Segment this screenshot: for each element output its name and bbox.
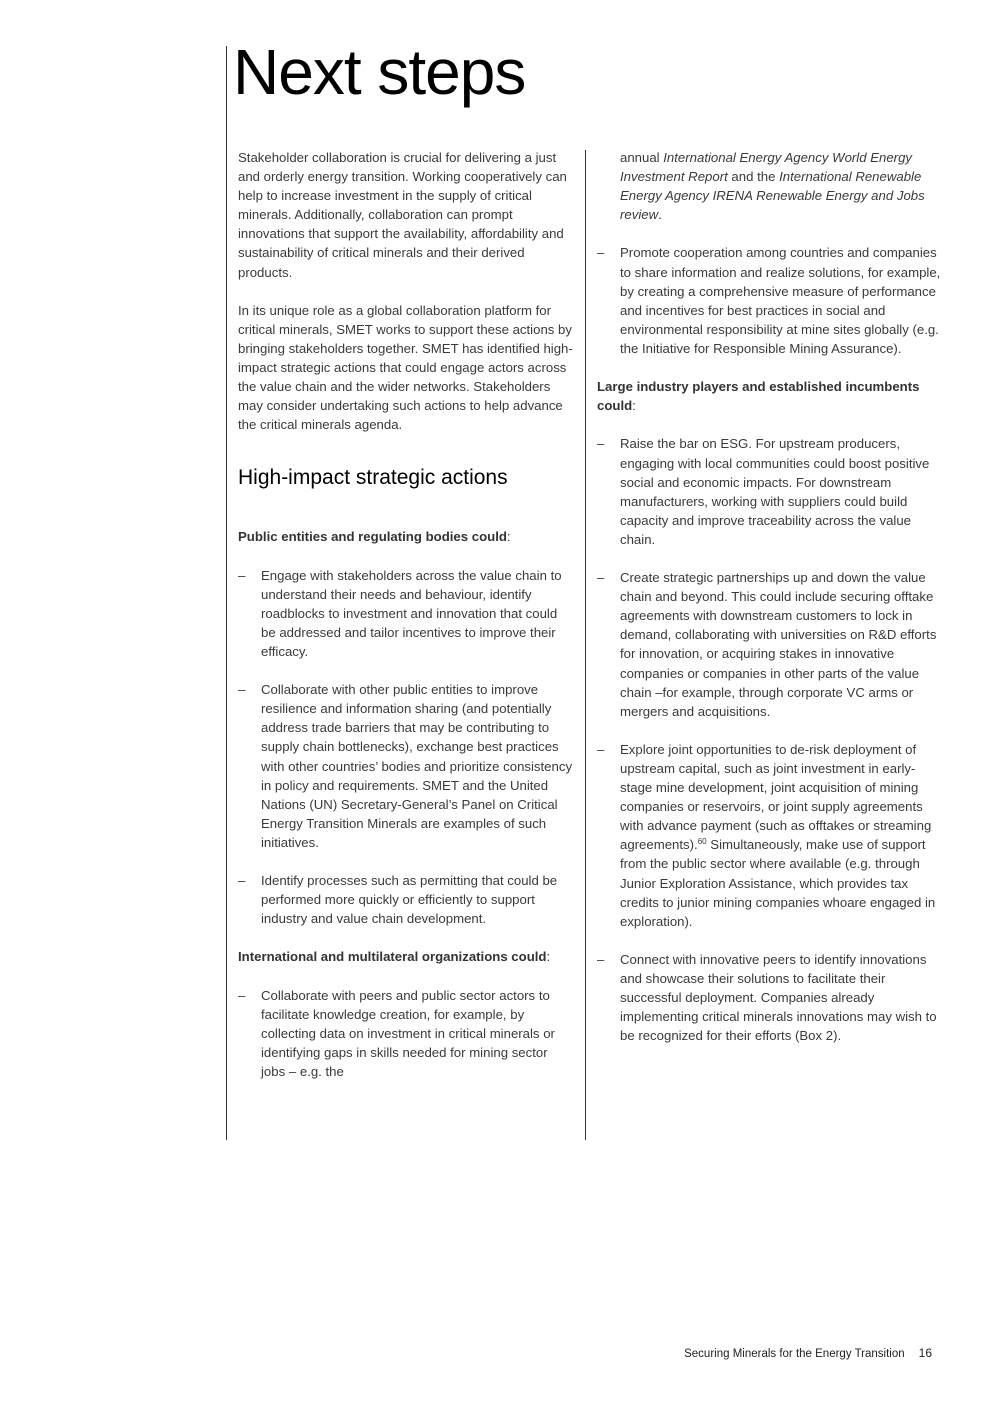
international-item-1-continued [597, 148, 941, 224]
industry-heading-colon: : [632, 398, 636, 414]
public-heading-colon: : [506, 529, 511, 545]
public-item-2-text: Collaborate with other public entities to improve resilience and information sharing (and potentially address trade barriers that may be contributing to supply chain bottlenecks), exchange best practices with other countries’ bodies and prioritize consistency in policy and requirements. SMET and the United Nations (UN) Secretary-General’s Panel on Critical Energy Transition Minerals are examples of such initiatives. [261, 682, 573, 850]
public-item-3 [238, 871, 574, 928]
industry-heading-text: Large industry players and established incumbents could [597, 379, 920, 414]
page-number: 16 [918, 1346, 932, 1360]
industry-heading [597, 377, 941, 415]
bullet-dash: – [238, 873, 246, 889]
industry-item-2 [597, 568, 941, 721]
page-title: Next steps [233, 36, 526, 108]
cont-text-3: . [658, 207, 662, 223]
industry-item-3 [597, 740, 941, 931]
bullet-dash: – [597, 436, 605, 452]
intro-paragraph-1: Stakeholder collaboration is crucial for delivering a just and orderly energy transition. Working cooperatively can help to increase investment in the supply of critical minerals. Additionally, collaboration can prompt innovations that support the availability, affordability and sustainability of critical minerals and their derived products. [238, 150, 567, 280]
right-column [597, 148, 941, 1065]
industry-item-4-text: Connect with innovative peers to identify innovations and showcase their solutions to facilitate their successful deployment. Companies already implementing critical minerals innovations may wish to be recognized for their efforts (Box 2). [620, 951, 937, 1044]
bullet-dash: – [597, 570, 605, 586]
industry-item-3-text-a: Explore joint opportunities to de-risk deployment of upstream capital, such as joint investment in early-stage mine development, joint acquisition of mining companies or reservoirs, or joint supply agreements with advance payment (such as offtakes or streaming agreements). [620, 741, 932, 853]
bullet-dash: – [238, 682, 246, 698]
public-item-1-text: Engage with stakeholders across the value chain to understand their needs and behaviour, identify roadblocks to investment and innovation that could be addressed and tailor incentives to improve their efficacy. [261, 567, 562, 659]
international-heading [238, 947, 574, 966]
irena-review-title: International Renewable Energy Agency IRENA Renewable Energy and Jobs review [620, 169, 925, 223]
footer-report-title: Securing Minerals for the Energy Transition [684, 1348, 905, 1360]
international-item-2 [597, 243, 941, 358]
page-footer [684, 1346, 932, 1360]
public-item-2 [238, 680, 574, 852]
industry-item-4 [597, 950, 941, 1045]
bullet-dash: – [597, 245, 605, 261]
industry-item-1-text: Raise the bar on ESG. For upstream producers, engaging with local communities could boost positive social and economic impacts. For downstream manufacturers, working with suppliers could build capacity and improve traceability across the value chain. [620, 436, 930, 547]
cont-text-1: annual [620, 150, 664, 165]
left-column [238, 148, 574, 1100]
iea-report-title: International Energy Agency World Energy Investment Report [620, 150, 913, 185]
footnote-reference[interactable]: 60 [697, 837, 707, 847]
industry-item-3-text-b: Simultaneously, make use of support from the public sector where available (e.g. through Junior Exploration Assistance, which provides tax credits to junior mining companies whoare engaged in exploration). [620, 837, 936, 929]
public-heading [238, 527, 574, 546]
public-item-3-text: Identify processes such as permitting that could be performed more quickly or efficiently to support industry and value chain development. [261, 873, 558, 927]
cont-text-2: and the [727, 169, 780, 185]
public-heading-text: Public entities and regulating bodies could [238, 529, 507, 545]
public-item-1 [238, 566, 574, 661]
bullet-dash: – [238, 987, 246, 1003]
international-item-1 [238, 986, 574, 1081]
international-heading-colon: : [546, 949, 551, 965]
bullet-dash: – [238, 567, 246, 583]
industry-item-1 [597, 434, 941, 549]
international-heading-text: International and multilateral organizations could [238, 949, 547, 965]
title-rule [226, 46, 227, 1140]
bullet-dash: – [597, 951, 605, 967]
column-rule [585, 150, 586, 1140]
industry-item-2-text: Create strategic partnerships up and down the value chain and beyond. This could include securing offtake agreements with downstream customers to lock in demand, collaborating with universities on R&D efforts for innovation, or acquiring stakes in innovative companies or companies in other parts of the value chain –for example, through corporate VC arms or mergers and acquisitions. [620, 570, 937, 719]
bullet-dash: – [597, 741, 605, 757]
international-item-2-text: Promote cooperation among countries and companies to share information and realize solutions, for example, by creating a comprehensive measure of performance and incentives for best practices in social and environmental responsibility at mine sites globally (e.g. the Initiative for Responsible Mining Assurance). [620, 245, 941, 356]
intro-paragraph-2: In its unique role as a global collaboration platform for critical minerals, SMET works to support these actions by bringing stakeholders together. SMET has identified high-impact strategic actions that could engage actors across the value chain and the wider networks. Stakeholders may consider undertaking such actions to help advance the critical minerals agenda. [238, 302, 573, 433]
international-item-1-text: Collaborate with peers and public sector actors to facilitate knowledge creation, for example, by collecting data on investment in critical minerals or identifying gaps in skills needed for mining sector jobs – e.g. the [261, 987, 555, 1080]
section-heading: High-impact strategic actions [238, 466, 508, 490]
